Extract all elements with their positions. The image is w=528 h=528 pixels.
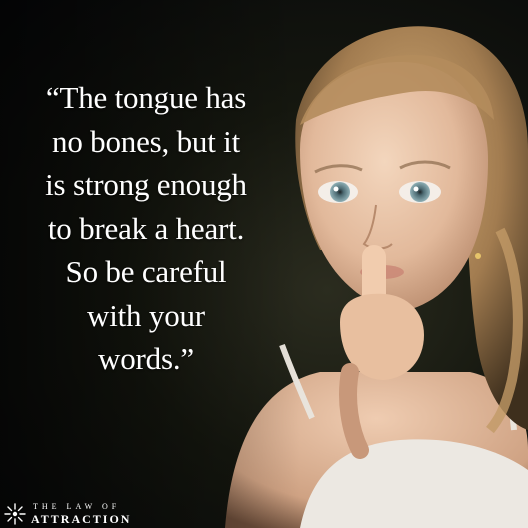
quote-line: words.”: [98, 341, 194, 376]
quote-line: with your: [87, 297, 205, 333]
quote-line: So be careful: [65, 254, 227, 289]
brand-logo: [3, 502, 131, 526]
brand-line-1: THE LAW OF: [33, 502, 121, 511]
brand-name: [31, 503, 131, 525]
quote-line: is strong enough: [45, 167, 247, 202]
quote-line: no bones, but it: [52, 123, 240, 159]
quote-line: to break a heart.: [47, 210, 245, 246]
sunburst-icon: [3, 502, 27, 526]
quote-line: “The tongue has: [45, 80, 247, 115]
brand-line-2: ATTRACTION: [31, 512, 132, 526]
quote-text: [8, 76, 284, 381]
